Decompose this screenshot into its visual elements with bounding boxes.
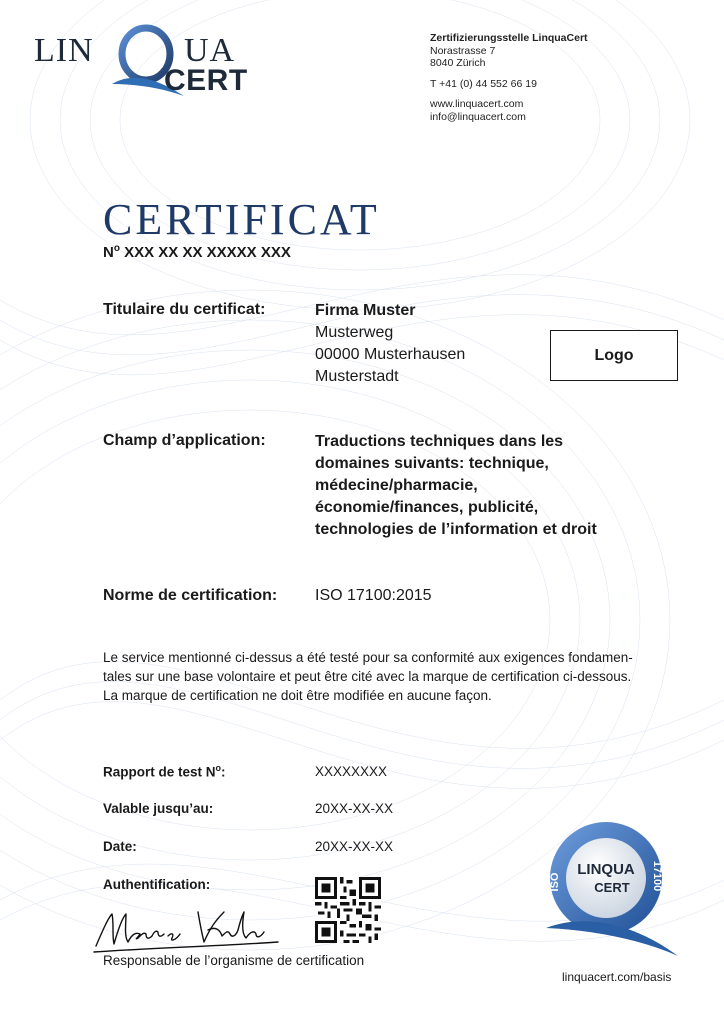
seal-url[interactable]: linquacert.com/basis (562, 970, 672, 984)
number-prefix: N (103, 244, 114, 261)
address-phone: T +41 (0) 44 552 66 19 (430, 77, 537, 90)
address-email: info@linquacert.com (430, 110, 526, 123)
brand-logo (34, 22, 264, 102)
scope-line: économie/finances, publicité, (315, 499, 539, 516)
report-label-text: Rapport de test N (103, 764, 216, 780)
date-value: 20XX-XX-XX (315, 839, 394, 854)
scope-label: Champ d’application: (103, 432, 266, 449)
conformity-statement (103, 648, 683, 705)
valid-value: 20XX-XX-XX (315, 801, 394, 816)
logo-text-ua: UA (184, 32, 236, 69)
scope-line: médecine/pharmacie, (315, 477, 478, 494)
certification-seal-icon (538, 816, 680, 968)
norm-value: ISO 17100:2015 (315, 587, 432, 604)
report-value: XXXXXXXX (315, 764, 388, 779)
report-label (103, 763, 226, 780)
certificate-number (103, 243, 291, 261)
scope-block (315, 431, 597, 541)
holder-label: Titulaire du certificat: (103, 301, 266, 318)
valid-label: Valable jusqu’au: (103, 801, 214, 816)
date-label: Date: (103, 839, 137, 854)
address-city: 8040 Zürich (430, 57, 486, 69)
holder-zip-city: 00000 Musterhausen (315, 346, 466, 363)
report-label-sup: o (215, 763, 222, 773)
seal-iso: ISO (549, 872, 561, 892)
seal-cert: CERT (594, 880, 630, 895)
address-block (430, 32, 588, 123)
report-label-colon: : (221, 764, 226, 780)
auth-label: Authentification: (103, 877, 211, 892)
number-sup: o (113, 243, 120, 254)
handwritten-signature (92, 902, 282, 956)
scope-line: domaines suivants: technique, (315, 455, 549, 472)
holder-block (315, 300, 465, 388)
address-web: www.linquacert.com (430, 98, 524, 110)
address-org: Zertifizierungsstelle LinquaCert (430, 32, 588, 44)
scope-line: Traductions techniques dans les (315, 433, 564, 450)
certificate-title: CERTIFICAT (103, 195, 380, 244)
statement-line: tales sur une base volontaire et peut être cité avec la marque de certification ci-dessous. (103, 669, 632, 684)
logo-text-cert: CERT (164, 64, 248, 97)
logo-placeholder: Logo (550, 330, 678, 381)
address-street: Norastrasse 7 (430, 44, 496, 57)
responsible-label: Responsable de l’organisme de certification (103, 953, 365, 968)
holder-name: Firma Muster (315, 302, 416, 319)
norm-label: Norme de certification: (103, 587, 278, 604)
statement-line: La marque de certification ne doit être modifiée en aucune façon. (103, 688, 492, 703)
qr-code-icon[interactable] (315, 877, 381, 943)
seal-linqua: LINQUA (577, 861, 635, 878)
number-value: XXX XX XX XXXXX XXX (119, 244, 291, 261)
holder-street: Musterweg (315, 324, 394, 341)
logo-text-lin: LIN (34, 32, 94, 69)
scope-line: technologies de l’information et droit (315, 521, 597, 538)
statement-line: Le service mentionné ci-dessus a été testé pour sa conformité aux exigences fondamen- (103, 650, 633, 665)
seal-standard: 17100 (651, 860, 663, 892)
holder-region: Musterstadt (315, 368, 399, 385)
